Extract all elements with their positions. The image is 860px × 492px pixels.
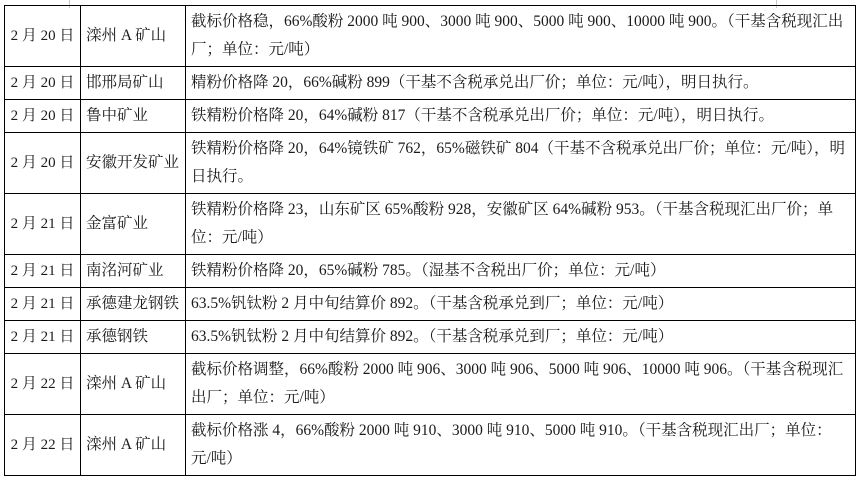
company-cell: 滦州 A 矿山 bbox=[81, 6, 186, 67]
detail-cell: 截标价格调整，66%酸粉 2000 吨 906、3000 吨 906、5000 吨 906、10000 吨 906。（干基含税现汇出厂；单位：元/吨） bbox=[186, 354, 856, 415]
company-cell: 承德建龙钢铁 bbox=[81, 288, 186, 321]
detail-cell: 铁精粉价格降 20，64%镜铁矿 762，65%磁铁矿 804（干基不含税承兑出厂价；单位：元/吨），明日执行。 bbox=[186, 133, 856, 194]
price-table-row bbox=[5, 133, 856, 194]
price-table-row bbox=[5, 415, 856, 476]
date-cell: 2 月 21 日 bbox=[5, 288, 81, 321]
detail-cell: 铁精粉价格降 23，山东矿区 65%酸粉 928，安徽矿区 64%碱粉 953。（干基含税现汇出厂价；单位：元/吨） bbox=[186, 194, 856, 255]
price-table-row bbox=[5, 321, 856, 354]
detail-cell: 截标价格涨 4，66%酸粉 2000 吨 910、3000 吨 910、5000 吨 910。（干基含税现汇出厂；单位：元/吨） bbox=[186, 415, 856, 476]
date-cell: 2 月 22 日 bbox=[5, 354, 81, 415]
date-cell: 2 月 20 日 bbox=[5, 133, 81, 194]
date-cell: 2 月 20 日 bbox=[5, 67, 81, 100]
company-cell: 鲁中矿业 bbox=[81, 100, 186, 133]
detail-cell: 铁精粉价格降 20，64%碱粉 817（干基不含税承兑出厂价；单位：元/吨），明日执行。 bbox=[186, 100, 856, 133]
detail-cell: 63.5%钒钛粉 2 月中旬结算价 892。（干基含税承兑到厂；单位：元/吨） bbox=[186, 288, 856, 321]
company-cell: 滦州 A 矿山 bbox=[81, 354, 186, 415]
price-table-row bbox=[5, 67, 856, 100]
date-cell: 2 月 21 日 bbox=[5, 194, 81, 255]
price-table bbox=[4, 5, 856, 476]
company-cell: 安徽开发矿业 bbox=[81, 133, 186, 194]
detail-cell: 精粉价格降 20，66%碱粉 899（干基不含税承兑出厂价；单位：元/吨），明日执行。 bbox=[186, 67, 856, 100]
price-table-row bbox=[5, 255, 856, 288]
date-cell: 2 月 22 日 bbox=[5, 415, 81, 476]
detail-cell: 铁精粉价格降 20，65%碱粉 785。（湿基不含税出厂价；单位：元/吨） bbox=[186, 255, 856, 288]
company-cell: 滦州 A 矿山 bbox=[81, 415, 186, 476]
date-cell: 2 月 21 日 bbox=[5, 255, 81, 288]
date-cell: 2 月 20 日 bbox=[5, 100, 81, 133]
company-cell: 承德钢铁 bbox=[81, 321, 186, 354]
price-table-row bbox=[5, 288, 856, 321]
company-cell: 邯邢局矿山 bbox=[81, 67, 186, 100]
detail-cell: 63.5%钒钛粉 2 月中旬结算价 892。（干基含税承兑到厂；单位：元/吨） bbox=[186, 321, 856, 354]
company-cell: 南洺河矿业 bbox=[81, 255, 186, 288]
price-table-row bbox=[5, 100, 856, 133]
price-table-row bbox=[5, 194, 856, 255]
price-table-row bbox=[5, 6, 856, 67]
date-cell: 2 月 21 日 bbox=[5, 321, 81, 354]
price-table-row bbox=[5, 354, 856, 415]
detail-cell: 截标价格稳，66%酸粉 2000 吨 900、3000 吨 900、5000 吨 900、10000 吨 900。（干基含税现汇出厂；单位：元/吨） bbox=[186, 6, 856, 67]
company-cell: 金富矿业 bbox=[81, 194, 186, 255]
date-cell: 2 月 20 日 bbox=[5, 6, 81, 67]
price-table-body bbox=[5, 6, 856, 476]
